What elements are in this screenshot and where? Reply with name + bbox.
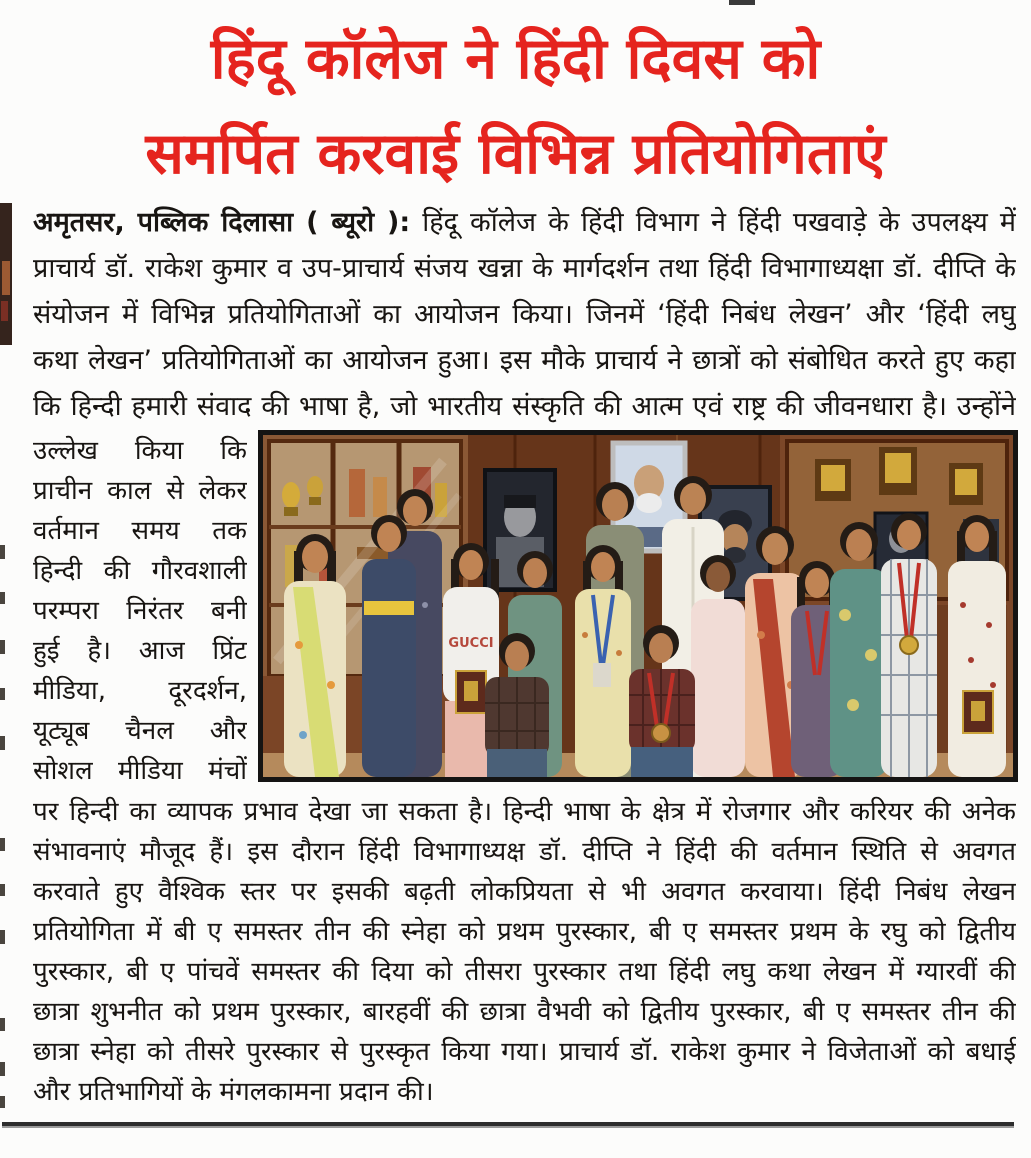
bottom-rule xyxy=(2,1122,1014,1128)
body-line: छात्रा स्नेहा को तीसरे पुरस्कार से पुरस्कृत किया गया। प्राचार्य डॉ. राकेश कुमार ने विजेताओं को बधाई xyxy=(33,1037,1016,1067)
body-line: छात्रा शुभनीत को प्रथम पुरस्कार, बारहवीं की छात्रा वैभवी को द्वितीय पुरस्कार, बी ए समस्तर तीन की xyxy=(33,997,1016,1027)
body-line: मीडिया, दूरदर्शन, xyxy=(33,676,247,706)
clipped-text-fragment xyxy=(0,930,5,944)
clipped-text-fragment xyxy=(0,592,5,604)
body-line: संयोजन में विभिन्न प्रतियोगिताओं का आयोजन किया। जिनमें ‘हिंदी निबंध लेखन’ और ‘हिंदी लघु xyxy=(33,299,1016,330)
body-line: यूट्यूब चैनल और xyxy=(33,716,247,746)
group-photo xyxy=(258,430,1018,782)
body-line: उल्लेख किया कि xyxy=(33,436,247,466)
headline xyxy=(0,12,1031,202)
body-line: करवाते हुए वैश्विक स्तर पर इसकी बढ़ती लोकप्रियता से भी अवगत करवाया। हिंदी निबंध लेखन xyxy=(33,877,1016,907)
clipped-text-fragment xyxy=(0,688,5,700)
dateline: अमृतसर, पब्लिक दिलासा ( ब्यूरो ): xyxy=(33,207,411,238)
body-line: प्रतियोगिता में बी ए समस्तर तीन की स्नेहा को प्रथम पुरस्कार, बी ए समस्तर प्रथम के रघु को द्वितीय xyxy=(33,917,1016,947)
clipped-photo-sliver xyxy=(0,203,12,345)
paragraph-bottom xyxy=(33,792,1016,1112)
body-line: परम्परा निरंतर बनी xyxy=(33,596,247,626)
body-line: कि हिन्दी हमारी संवाद की भाषा है, जो भारतीय संस्कृति की आत्म एवं राष्ट्र की जीवनधारा है। उन्होंने xyxy=(33,391,1016,422)
headline-line-2: समर्पित करवाई विभिन्न प्रतियोगिताएं xyxy=(145,121,886,187)
body-line: संभावनाएं मौजूद हैं। इस दौरान हिंदी विभागाध्यक्ष डॉ. दीप्ति ने हिंदी की वर्तमान स्थिति से अवगत xyxy=(33,837,1016,867)
body-line: प्राचार्य डॉ. राकेश कुमार व उप-प्राचार्य संजय खन्ना के मार्गदर्शन तथा हिंदी विभागाध्यक्षा डॉ. दीप्ति के xyxy=(33,253,1016,284)
body-line: पर हिन्दी का व्यापक प्रभाव देखा जा सकता है। हिन्दी भाषा के क्षेत्र में रोजगार और करियर की अनेक xyxy=(33,797,1016,827)
paragraph-top xyxy=(33,200,1016,430)
body-line: प्राचीन काल से लेकर xyxy=(33,476,247,506)
clipped-text-fragment xyxy=(0,838,5,851)
body-line: कथा लेखन’ प्रतियोगिताओं का आयोजन हुआ। इस मौके प्राचार्य ने छात्रों को संबोधित करते हुए कहा xyxy=(33,345,1016,376)
body-line: पुरस्कार, बी ए पांचवें समस्तर की दिया को तीसरा पुरस्कार तथा हिंदी लघु कथा लेखन में ग्यारवीं की xyxy=(33,957,1016,987)
clipped-text-fragment xyxy=(0,1018,5,1031)
body-line: सोशल मीडिया मंचों xyxy=(33,756,247,786)
body-text: हिंदू कॉलेज के हिंदी विभाग ने हिंदी पखवाड़े के उपलक्ष्य में xyxy=(410,207,1016,238)
group-photo-illustration xyxy=(263,435,1013,777)
wrap-column xyxy=(33,431,247,791)
headline-line-1: हिंदू कॉलेज ने हिंदी दिवस को xyxy=(210,26,821,92)
body-line: हुई है। आज प्रिंट xyxy=(33,636,247,666)
clipped-text-fragment xyxy=(0,736,5,750)
body-line: और प्रतिभागियों के मंगलकामना प्रदान की। xyxy=(33,1077,434,1107)
body-line: हिन्दी की गौरवशाली xyxy=(33,556,247,586)
svg-text:GUCCI: GUCCI xyxy=(448,636,494,651)
clipped-text-fragment xyxy=(0,1096,5,1108)
clipped-text-fragment xyxy=(0,1062,5,1076)
body-line: वर्तमान समय तक xyxy=(33,516,247,546)
body-line xyxy=(33,200,1016,246)
clipped-top-mark xyxy=(729,0,755,5)
clipped-text-fragment xyxy=(0,884,5,896)
clipped-text-fragment xyxy=(0,640,5,654)
clipped-text-fragment xyxy=(0,545,5,559)
